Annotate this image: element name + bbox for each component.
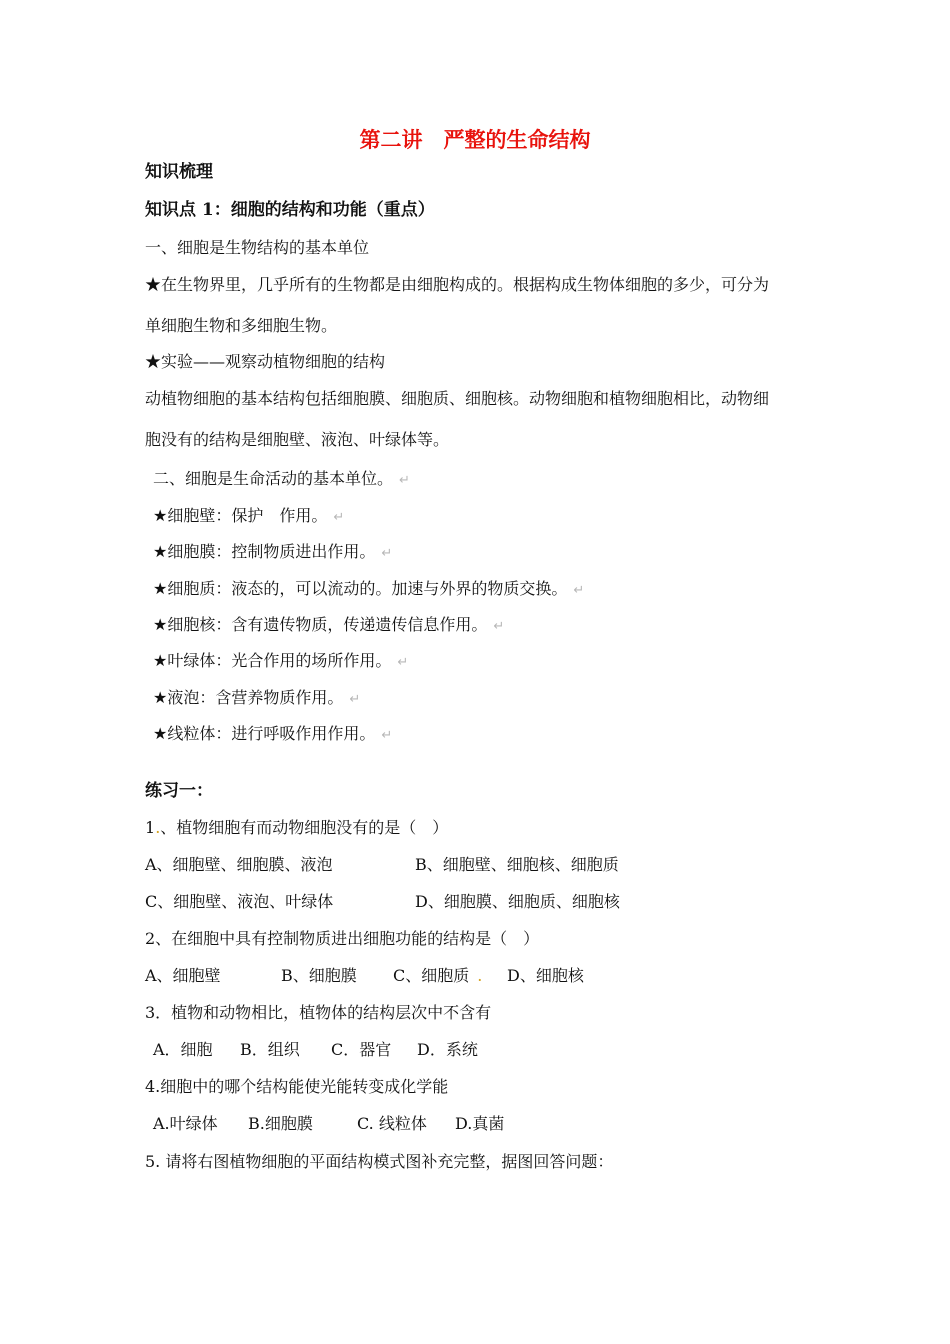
option-c-text: C、细胞质 (393, 966, 470, 985)
return-mark: ↵ (349, 692, 361, 707)
option-b: B.细胞膜 (248, 1114, 313, 1133)
function-item-text: ★细胞核：含有遗传物质，传递遗传信息作用。 (153, 615, 488, 634)
page-title: 第二讲 严整的生命结构 (359, 127, 591, 152)
option-b: B、细胞壁、细胞核、细胞质 (415, 855, 619, 874)
option-d: D、细胞膜、细胞质、细胞核 (415, 892, 620, 911)
question-4: 4.细胞中的哪个结构能使光能转变成化学能 (145, 1077, 449, 1096)
option-a: A、细胞壁 (145, 966, 221, 985)
option-c: C. 线粒体 (357, 1114, 427, 1133)
function-item (153, 688, 360, 710)
function-item-text: ★细胞膜：控制物质进出作用。 (153, 542, 376, 561)
option-c: C、细胞壁、液泡、叶绿体 (145, 892, 334, 911)
option-b: B、细胞膜 (281, 966, 357, 985)
knowledge-point-heading: 知识点 1：细胞的结构和功能（重点） (145, 200, 435, 220)
mark-dot: . (477, 966, 483, 985)
option-a: A、细胞壁、细胞膜、液泡 (145, 855, 333, 874)
function-item (153, 579, 584, 601)
question-2: 2、在细胞中具有控制物质进出细胞功能的结构是（ ） (145, 929, 540, 948)
function-item (153, 615, 504, 637)
option-c: C．器官 (331, 1040, 392, 1059)
return-mark: ↵ (399, 473, 410, 488)
part2-heading-text: 二、细胞是生命活动的基本单位。 (153, 469, 394, 488)
mark-dot: . (155, 818, 161, 837)
section-heading: 知识梳理 (145, 162, 213, 182)
question-number: 1 (145, 818, 156, 837)
paragraph-line: 胞没有的结构是细胞壁、液泡、叶绿体等。 (145, 430, 450, 449)
question-1 (145, 818, 448, 838)
function-item-text: ★液泡：含营养物质作用。 (153, 688, 344, 707)
function-item (153, 506, 344, 528)
return-mark: ↵ (493, 619, 505, 634)
function-item (153, 542, 392, 564)
return-mark: ↵ (397, 655, 409, 670)
question-5: 5. 请将右图植物细胞的平面结构模式图补充完整，据图回答问题： (145, 1152, 614, 1171)
paragraph-line: 动植物细胞的基本结构包括细胞膜、细胞质、细胞核。动物细胞和植物细胞相比，动物细 (145, 389, 770, 408)
function-item (153, 724, 392, 746)
paragraph-line: ★在生物界里，几乎所有的生物都是由细胞构成的。根据构成生物体细胞的多少，可分为 (145, 275, 770, 294)
return-mark: ↵ (381, 728, 393, 743)
option-d: D．系统 (417, 1040, 478, 1059)
function-item-text: ★细胞质：液态的，可以流动的。加速与外界的物质交换。 (153, 579, 568, 598)
experiment-line: ★实验——观察动植物细胞的结构 (145, 352, 386, 371)
option-b: B．组织 (240, 1040, 300, 1059)
return-mark: ↵ (573, 583, 585, 598)
option-d: D.真菌 (455, 1114, 505, 1133)
question-3: 3．植物和动物相比，植物体的结构层次中不含有 (145, 1003, 492, 1022)
function-item (153, 651, 408, 673)
part2-heading (153, 469, 410, 491)
option-a: A.叶绿体 (153, 1114, 218, 1133)
option-c (393, 966, 482, 986)
part1-heading: 一、细胞是生物结构的基本单位 (145, 238, 370, 257)
function-item-text: ★细胞壁：保护 作用。 (153, 506, 328, 525)
exercise-heading: 练习一： (145, 781, 213, 801)
question-text: 、植物细胞有而动物细胞没有的是（ ） (160, 818, 449, 837)
function-item-text: ★叶绿体：光合作用的场所作用。 (153, 651, 392, 670)
paragraph-line: 单细胞生物和多细胞生物。 (145, 316, 338, 335)
option-a: A．细胞 (153, 1040, 213, 1059)
return-mark: ↵ (381, 546, 393, 561)
return-mark: ↵ (333, 510, 345, 525)
option-d: D、细胞核 (507, 966, 584, 985)
function-item-text: ★线粒体：进行呼吸作用作用。 (153, 724, 376, 743)
